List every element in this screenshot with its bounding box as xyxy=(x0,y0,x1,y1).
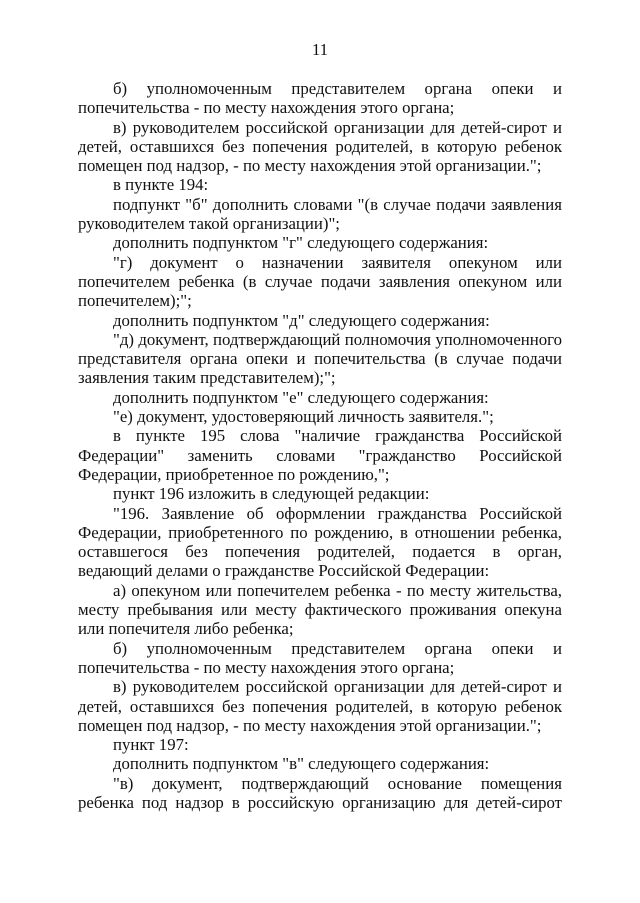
paragraph: б) уполномоченным представителем органа опеки и попечительства - по месту нахождения этого органа; xyxy=(78,638,562,677)
paragraph: б) уполномоченным представителем органа опеки и попечительства - по месту нахождения этого органа; xyxy=(78,79,562,118)
paragraph: в пункте 195 слова "наличие гражданства Российской Федерации" заменить словами "гражданство Российской Федерации, приобретенное по рождению,"; xyxy=(78,426,562,484)
paragraph: пункт 197: xyxy=(113,735,189,755)
paragraph: дополнить подпунктом "д" следующего содержания: xyxy=(113,310,490,330)
page-number: 11 xyxy=(311,40,329,59)
paragraph: в) руководителем российской организации для детей-сирот и детей, оставшихся без попечения родителей, в которую ребенок помещен под надзор, - по месту нахождения этой организации."; xyxy=(78,117,562,176)
paragraph: в пункте 194: xyxy=(113,175,209,195)
paragraph: "196. Заявление об оформлении гражданства Российской Федерации, приобретенного по рождению, в отношении ребенка, оставшегося без попечения родителей, подается в орган, ведающий делами о гражданстве Российской Федерации: xyxy=(78,503,562,581)
paragraph: подпункт "б" дополнить словами "(в случае подачи заявления руководителем такой организации)"; xyxy=(78,194,562,234)
paragraph: "д) документ, подтверждающий полномочия уполномоченного представителя органа опеки и попечительства (в случае подачи заявления таким представителем);"; xyxy=(78,329,562,388)
paragraph: дополнить подпунктом "в" следующего содержания: xyxy=(113,754,490,774)
paragraph: "г) документ о назначении заявителя опекуном или попечителем ребенка (в случае подачи заявления опекуном или попечителем);"; xyxy=(78,252,562,311)
paragraph: а) опекуном или попечителем ребенка - по месту жительства, месту пребывания или месту фактического проживания опекуна или попечителя либо ребенка; xyxy=(78,580,562,639)
paragraph: дополнить подпунктом "г" следующего содержания: xyxy=(113,233,489,253)
paragraph: в) руководителем российской организации для детей-сирот и детей, оставшихся без попечения родителей, в которую ребенок помещен под надзор, - по месту нахождения этой организации."; xyxy=(78,677,562,735)
paragraph: пункт 196 изложить в следующей редакции: xyxy=(113,484,430,504)
paragraph: "е) документ, удостоверяющий личность заявителя."; xyxy=(113,407,494,427)
paragraph: дополнить подпунктом "е" следующего содержания: xyxy=(113,387,489,407)
document-body xyxy=(78,79,562,812)
paragraph: "в) документ, подтверждающий основание помещения ребенка под надзор в российскую организацию для детей-сирот xyxy=(78,773,562,812)
